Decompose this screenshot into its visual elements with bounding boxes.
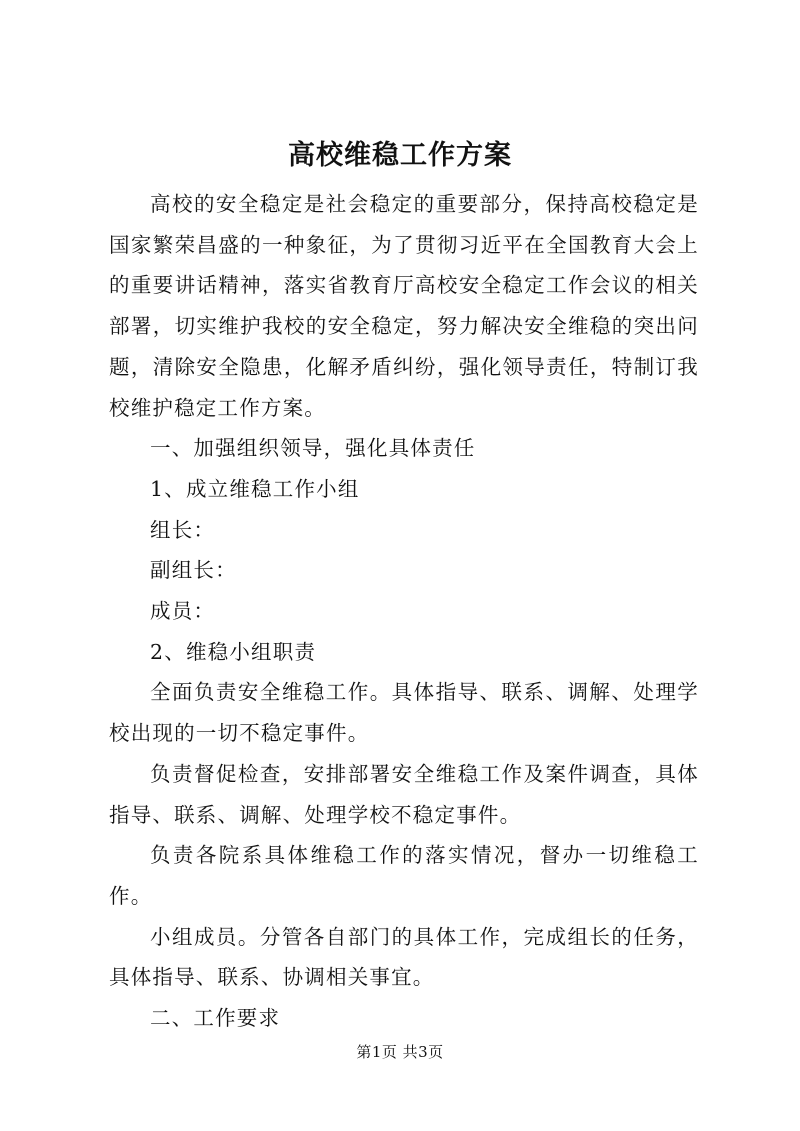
duty-paragraph-1: 全面负责安全维稳工作。具体指导、联系、调解、处理学校出现的一切不稳定事件。	[109, 680, 699, 746]
section-heading-2: 二、工作要求	[150, 1006, 281, 1031]
deputy-leader-line: 副组长：	[150, 558, 237, 583]
page-number-footer: 第1页 共3页	[356, 1043, 444, 1061]
subsection-heading-2: 2、维稳小组职责	[150, 639, 317, 664]
section-heading-1: 一、加强组织领导，强化具体责任	[150, 436, 476, 461]
team-leader-line: 组长：	[150, 517, 216, 542]
subsection-heading-1: 1、成立维稳工作小组	[150, 476, 360, 501]
duty-paragraph-2: 负责督促检查，安排部署安全维稳工作及案件调查，具体指导、联系、调解、处理学校不稳定事件。	[109, 761, 699, 827]
duty-paragraph-4: 小组成员。分管各自部门的具体工作，完成组长的任务，具体指导、联系、协调相关事宜。	[109, 924, 699, 990]
document-body	[109, 184, 699, 1039]
paragraph-intro: 高校的安全稳定是社会稳定的重要部分，保持高校稳定是国家繁荣昌盛的一种象征，为了贯彻习近平在全国教育大会上的重要讲话精神，落实省教育厅高校安全稳定工作会议的相关部署，切实维护我校的安全稳定，努力解决安全维稳的突出问题，清除安全隐患，化解矛盾纠纷，强化领导责任，特制订我校维护稳定工作方案。	[109, 192, 699, 420]
document-title: 高校维稳工作方案	[288, 140, 512, 171]
duty-paragraph-3: 负责各院系具体维稳工作的落实情况，督办一切维稳工作。	[109, 843, 699, 908]
members-line: 成员：	[150, 599, 216, 624]
